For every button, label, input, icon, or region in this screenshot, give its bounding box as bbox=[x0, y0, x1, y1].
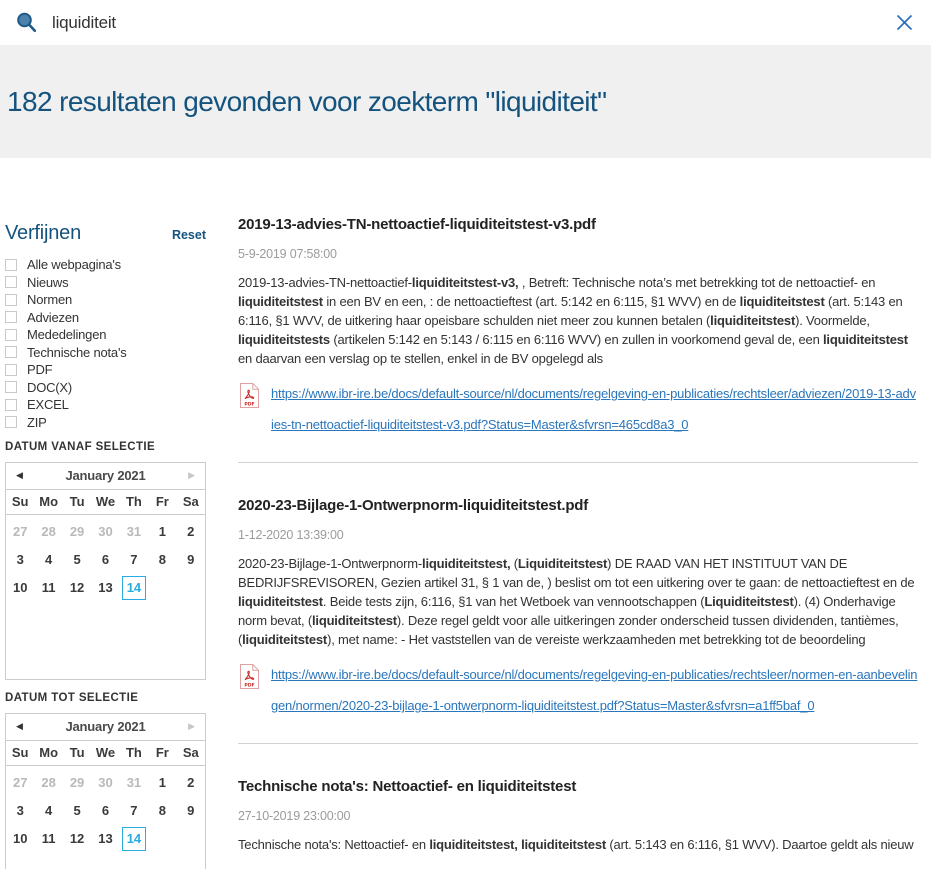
pdf-icon bbox=[240, 664, 259, 694]
filter-label: EXCEL bbox=[27, 397, 69, 412]
filter-option bbox=[5, 276, 206, 289]
weekday-label: We bbox=[95, 745, 116, 760]
filter-option bbox=[5, 346, 206, 359]
filter-label: DOC(X) bbox=[27, 379, 73, 395]
search-input[interactable] bbox=[50, 12, 896, 34]
sidebar-header bbox=[5, 222, 206, 245]
weekday-label: Fr bbox=[155, 494, 169, 509]
reset-link[interactable]: Reset bbox=[171, 228, 206, 242]
calendar-day[interactable]: 28 bbox=[41, 524, 56, 539]
filter-checkbox[interactable] bbox=[5, 416, 17, 428]
filter-option bbox=[5, 398, 206, 411]
calendar-day[interactable]: 1 bbox=[158, 775, 166, 790]
calendar-day[interactable]: 12 bbox=[69, 831, 85, 846]
calendar-month-label: January 2021 bbox=[65, 468, 146, 483]
filter-option bbox=[5, 258, 206, 271]
result-date: 27-10-2019 23:00:00 bbox=[238, 809, 351, 823]
calendar-weekday-row bbox=[6, 741, 205, 766]
calendar-day[interactable]: 29 bbox=[69, 775, 85, 790]
result-date: 1-12-2020 13:39:00 bbox=[238, 528, 344, 542]
filter-checkbox[interactable] bbox=[5, 381, 17, 393]
result-link-row bbox=[238, 378, 918, 440]
search-icon[interactable] bbox=[15, 11, 38, 34]
weekday-label: Sa bbox=[182, 745, 199, 760]
calendar-grid bbox=[6, 515, 205, 602]
filter-label: Mededelingen bbox=[27, 327, 107, 342]
filter-option bbox=[5, 328, 206, 341]
result-snippet: 2019-13-advies-TN-nettoactief-liquiditeitstest-v3, , Betreft: Technische nota’s met betrekking tot de nettoactief- en liquiditeitstest in een BV en een, : de nettoactieftest (art. 5:142 en 6:115, §1 WVV) en de liquiditeitstest (art. 5:143 en 6:116, §1 WVV, de uitkering haar opeisbare schulden niet meer zou kunnen betalen (liquiditeitstest). Voormelde, liquiditeitstests (artikelen 5:142 en 5:143 / 6:115 en 6:116 WVV) en zullen in voorkomend geval de, een liquiditeitstest en daarvan een verslag op te stellen, enkel in de BV opgelegd als bbox=[238, 275, 908, 366]
weekday-label: We bbox=[95, 494, 116, 509]
result-title[interactable]: 2020-23-Bijlage-1-Ontwerpnorm-liquiditeitstest.pdf bbox=[238, 497, 589, 514]
calendar-day[interactable]: 1 bbox=[158, 524, 166, 539]
weekday-label: Th bbox=[125, 745, 142, 760]
date-to-calendar bbox=[5, 713, 206, 869]
calendar-day[interactable]: 28 bbox=[41, 775, 56, 790]
filter-checkbox[interactable] bbox=[5, 259, 17, 271]
filters-sidebar bbox=[5, 222, 206, 869]
calendar-day[interactable]: 11 bbox=[41, 831, 56, 846]
filter-option bbox=[5, 381, 206, 394]
calendar-day[interactable]: 30 bbox=[98, 775, 113, 790]
close-icon[interactable] bbox=[896, 14, 913, 31]
calendar-day[interactable]: 5 bbox=[73, 552, 81, 567]
weekday-label: Th bbox=[125, 494, 142, 509]
calendar-day[interactable]: 9 bbox=[187, 552, 195, 567]
calendar-day[interactable] bbox=[120, 825, 148, 853]
filter-label: Nieuws bbox=[27, 274, 69, 290]
calendar-day[interactable]: 7 bbox=[130, 552, 138, 567]
filter-label: ZIP bbox=[27, 414, 47, 430]
calendar-day[interactable]: 9 bbox=[187, 803, 195, 818]
calendar-day[interactable]: 4 bbox=[45, 552, 53, 567]
weekday-label: Su bbox=[11, 494, 29, 509]
calendar-day[interactable]: 12 bbox=[69, 580, 85, 595]
selected-day: 14 bbox=[122, 576, 146, 600]
results-header-band bbox=[0, 45, 931, 158]
calendar-header bbox=[6, 714, 205, 741]
filter-label: PDF bbox=[27, 362, 53, 377]
calendar-day[interactable]: 29 bbox=[69, 524, 85, 539]
selected-day: 14 bbox=[122, 827, 146, 851]
filter-list bbox=[5, 258, 206, 429]
calendar-day[interactable]: 8 bbox=[158, 803, 166, 818]
calendar-day[interactable]: 3 bbox=[16, 552, 24, 567]
weekday-label: Fr bbox=[155, 745, 169, 760]
calendar-day[interactable]: 6 bbox=[101, 803, 110, 818]
calendar-day[interactable]: 13 bbox=[98, 580, 113, 595]
calendar-day[interactable]: 3 bbox=[16, 803, 24, 818]
filter-option bbox=[5, 363, 206, 376]
svg-text:PDF: PDF bbox=[244, 402, 255, 408]
calendar-day[interactable] bbox=[120, 574, 148, 602]
filter-option bbox=[5, 293, 206, 306]
filter-checkbox[interactable] bbox=[5, 294, 17, 306]
search-bar bbox=[0, 0, 931, 45]
date-from-label: DATUM VANAF SELECTIE bbox=[5, 440, 156, 453]
result-snippet: Technische nota's: Nettoactief- en liquiditeitstest, liquiditeitstest (art. 5:143 en 6:116, §1 WVV). Daartoe geldt als nieuw bbox=[238, 837, 914, 852]
filter-checkbox[interactable] bbox=[5, 399, 17, 411]
filter-label: Technische nota's bbox=[27, 344, 127, 360]
calendar-next-icon[interactable]: ▶ bbox=[188, 721, 195, 731]
calendar-day[interactable]: 11 bbox=[41, 580, 56, 595]
calendar-grid bbox=[6, 766, 205, 853]
refine-title: Verfijnen bbox=[5, 222, 82, 244]
calendar-next-icon[interactable]: ▶ bbox=[188, 470, 195, 480]
filter-checkbox[interactable] bbox=[5, 364, 17, 376]
calendar-day[interactable]: 27 bbox=[12, 775, 28, 790]
calendar-day[interactable]: 10 bbox=[12, 580, 28, 595]
filter-checkbox[interactable] bbox=[5, 311, 17, 323]
calendar-prev-icon[interactable]: ◀ bbox=[16, 721, 23, 731]
filter-label: Adviezen bbox=[27, 309, 79, 325]
date-to-label: DATUM TOT SELECTIE bbox=[5, 691, 139, 704]
calendar-day[interactable]: 31 bbox=[126, 775, 142, 790]
calendar-day[interactable]: 8 bbox=[158, 552, 166, 567]
weekday-label: Sa bbox=[182, 494, 199, 509]
date-from-calendar bbox=[5, 462, 206, 680]
filter-checkbox[interactable] bbox=[5, 276, 17, 288]
calendar-day[interactable]: 7 bbox=[130, 803, 138, 818]
calendar-month-label: January 2021 bbox=[65, 719, 146, 734]
weekday-label: Mo bbox=[39, 494, 59, 509]
calendar-day[interactable]: 31 bbox=[126, 524, 142, 539]
weekday-label: Su bbox=[11, 745, 29, 760]
weekday-label: Mo bbox=[39, 745, 59, 760]
calendar-day[interactable]: 5 bbox=[73, 803, 81, 818]
result-snippet: 2020-23-Bijlage-1-Ontwerpnorm-liquiditeitstest, (Liquiditeitstest) DE RAAD VAN HET INSTITUUT VAN DE BEDRIJFSREVISOREN, Gezien artikel 31, § 1 van de, ) beslist om tot een uitkering over te gaan: de nettoactieftest en de liquiditeitstest. Beide tests zijn, 6:116, §1 van het Wetboek van vennootschappen (Liquiditeitstest). (4) Onderhavige norm bevat, (liquiditeitstest). Deze regel geldt voor alle uitkeringen zonder onderscheid tussen dividenden, tantièmes, (liquiditeitstest), met name: - Het vaststellen van de vereiste werkzaamheden met betrekking tot de beoordeling bbox=[238, 556, 915, 647]
results-list bbox=[238, 216, 918, 864]
result-link-row bbox=[238, 659, 918, 721]
filter-label: Normen bbox=[27, 292, 73, 307]
result-title[interactable]: Technische nota's: Nettoactief- en liquiditeitstest bbox=[238, 778, 577, 795]
calendar-day[interactable]: 10 bbox=[12, 831, 28, 846]
calendar-prev-icon[interactable]: ◀ bbox=[16, 470, 23, 480]
result-date: 5-9-2019 07:58:00 bbox=[238, 247, 337, 261]
result-divider bbox=[238, 462, 918, 463]
calendar-day[interactable]: 27 bbox=[12, 524, 28, 539]
result-link[interactable]: https://www.ibr-ire.be/docs/default-source/nl/documents/regelgeving-en-publicaties/rechtsleer/adviezen/2019-13-advies-tn-nettoactief-liquiditeitstest-v3.pdf?Status=Master&sfvrsn=465cd8a3_0 bbox=[271, 386, 916, 432]
results-count-heading: 182 resultaten gevonden voor zoekterm "liquiditeit" bbox=[7, 85, 607, 117]
filter-checkbox[interactable] bbox=[5, 346, 17, 358]
calendar-header bbox=[6, 463, 205, 490]
search-result bbox=[238, 497, 918, 721]
calendar-day[interactable]: 2 bbox=[187, 524, 195, 539]
svg-text:PDF: PDF bbox=[244, 683, 255, 689]
calendar-day[interactable]: 30 bbox=[98, 524, 113, 539]
result-link[interactable]: https://www.ibr-ire.be/docs/default-source/nl/documents/regelgeving-en-publicaties/rechtsleer/normen-en-aanbevelingen/normen/2020-23-bijlage-1-ontwerpnorm-liquiditeitstest.pdf?Status=Master&sfvrsn=a1ff5baf_0 bbox=[271, 667, 918, 713]
filter-checkbox[interactable] bbox=[5, 329, 17, 341]
calendar-weekday-row bbox=[6, 490, 205, 515]
calendar-day[interactable]: 13 bbox=[98, 831, 113, 846]
search-result bbox=[238, 216, 918, 440]
filter-option bbox=[5, 311, 206, 324]
filter-label: Alle webpagina's bbox=[27, 257, 121, 272]
filter-option bbox=[5, 416, 206, 429]
calendar-day[interactable]: 2 bbox=[187, 775, 195, 790]
result-title[interactable]: 2019-13-advies-TN-nettoactief-liquiditeitstest-v3.pdf bbox=[238, 216, 596, 233]
pdf-icon bbox=[240, 383, 259, 413]
weekday-label: Tu bbox=[69, 494, 85, 509]
weekday-label: Tu bbox=[69, 745, 85, 760]
calendar-day[interactable]: 6 bbox=[101, 552, 110, 567]
result-divider bbox=[238, 743, 918, 744]
calendar-day[interactable]: 4 bbox=[45, 803, 53, 818]
search-result bbox=[238, 778, 918, 854]
